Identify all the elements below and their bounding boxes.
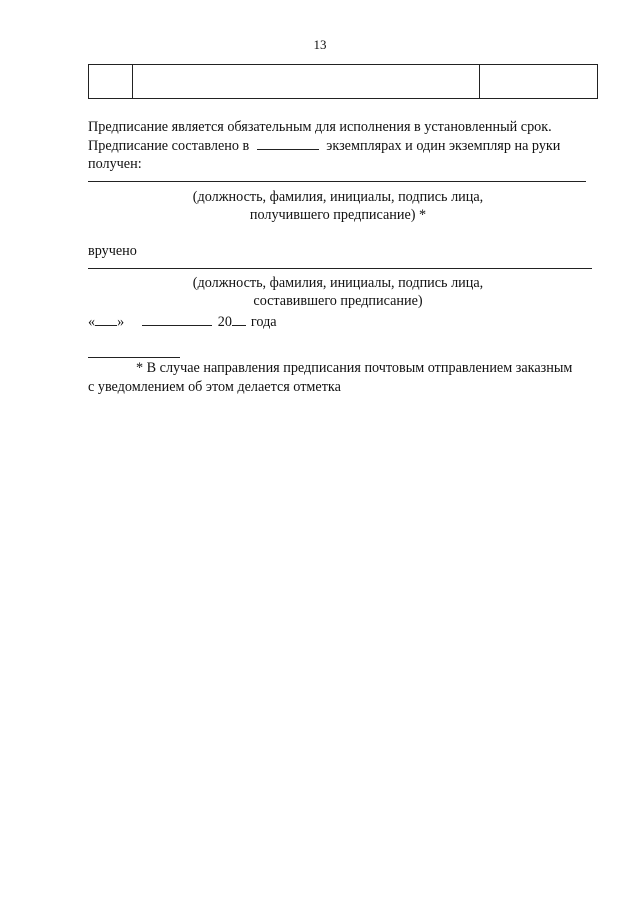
- paragraph-line-3: получен:: [88, 156, 142, 172]
- year-suffix: года: [250, 314, 277, 330]
- table-cell-content: [133, 65, 480, 99]
- footnote-line-2: с уведомлением об этом делается отметка: [88, 379, 341, 395]
- date-open-quote: «: [88, 314, 96, 330]
- month-blank: [142, 312, 212, 326]
- copies-text-end: экземплярах и один экземпляр на руки: [326, 138, 561, 154]
- table-row: [89, 65, 598, 99]
- copies-text-start: Предписание составлено в: [88, 138, 250, 154]
- copies-count-blank: [257, 136, 319, 150]
- recipient-caption-line-1: (должность, фамилия, инициалы, подпись лица,: [192, 189, 484, 205]
- year-blank: [232, 312, 246, 326]
- paragraph-line-1: Предписание является обязательным для исполнения в установленный срок.: [88, 119, 552, 135]
- date-line: [88, 312, 277, 331]
- table-cell-number: [89, 65, 133, 99]
- form-table: [88, 64, 598, 99]
- issuer-caption-line-1: (должность, фамилия, инициалы, подпись лица,: [192, 275, 484, 291]
- footnote-separator: [88, 357, 180, 358]
- footnote-line-1: * В случае направления предписания почтовым отправлением заказным: [136, 360, 573, 376]
- signature-line-issuer: [88, 268, 592, 269]
- table-cell-notes: [480, 65, 598, 99]
- paragraph-line-2: [88, 136, 560, 155]
- handed-label: вручено: [88, 243, 137, 259]
- day-blank: [95, 312, 117, 326]
- year-prefix: 20: [217, 314, 232, 330]
- page-number: 13: [313, 37, 327, 52]
- signature-line-recipient: [88, 181, 586, 182]
- date-close-quote: »: [117, 314, 125, 330]
- issuer-caption-line-2: составившего предписание): [253, 293, 423, 309]
- recipient-caption-line-2: получившего предписание) *: [249, 207, 427, 223]
